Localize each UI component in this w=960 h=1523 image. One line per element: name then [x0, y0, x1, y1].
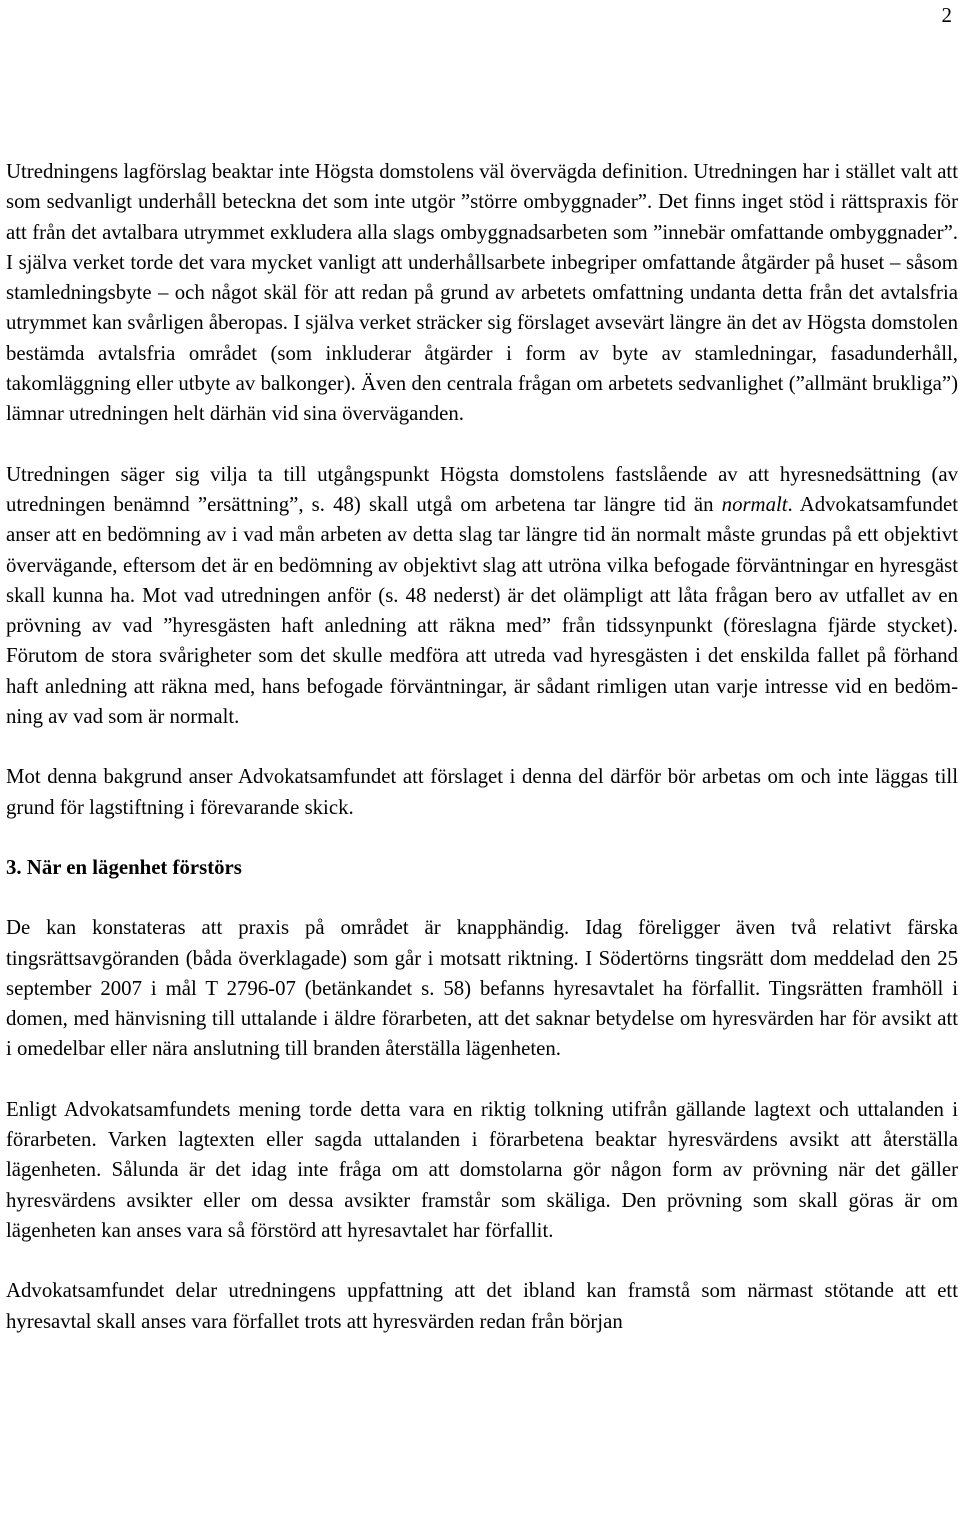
section-paragraph-1: De kan konstateras att praxis på området är knapphändig. Idag föreligger även två relativt färska tingsrättsavgöranden (båda överklagade) som går i motsatt riktning. I Södertörns tingsrätt dom meddelad den 25 september 2007 i mål T 2796-07 (betänkandet s. 58) befanns hyresavtalet ha förfallit. Tingsrätten framhöll i domen, med hänvisning till uttalande i äldre förarbeten, att det saknar betydelse om hyresvärden har för avsikt att i omedelbar eller nära anslutning till branden återställa lägenheten. [6, 916, 958, 1061]
document-body [6, 157, 958, 1337]
paragraph-2-emphasis: normalt [721, 492, 788, 516]
paragraph-1: Utredningens lagförslag beaktar inte Högsta domstolens väl övervägda definition. Utredningen har i stället valt att som sedvanligt underhåll beteckna det som inte utgör ”större ombyggnader”. Det finns inget stöd i rättspraxis för att från det avtalbara utrymmet exkludera alla slags ombyggnadsarbeten som ”innebär omfattande ombyggnader”. I själva verket torde det vara mycket vanligt att underhållsarbete inbegriper omfattande åtgärder på huset – såsom stamledningsbyte – och något skäl för att redan på grund av arbetets omfattning undanta detta från det avtalsfria utrymmet kan svårligen åberopas. I själva verket sträcker sig förslaget avsevärt längre än det av Högsta domstolen bestämda avtalsfria området (som inkluderar åtgärder i form av byte av stamledningar, fasadunderhåll, takomläggning eller utbyte av balkonger). Även den centrala frågan om arbetets sedvanlighet (”allmänt brukliga”) lämnar utredningen helt därhän vid sina överväganden. [6, 160, 958, 426]
paragraph-3: Mot denna bakgrund anser Advokatsamfundet att förslaget i denna del därför bör arbetas om och inte läggas till grund för lagstiftning i förevarande skick. [6, 765, 958, 819]
paragraph-2-text-after: . Advokatsamfundet anser att en bedömning av i vad mån arbeten av detta slag tar längre tid än normalt måste grundas på ett objektivt övervägande, eftersom det är en bedömning av objektivt slag att utröna vilka befogade förväntningar en hyresgäst skall kunna ha. Mot vad utredningen anför (s. 48 nederst) är det olämpligt att låta frågan bero av utfallet av en prövning av vad ”hyresgästen haft anledning att räkna med” från tidssynpunkt (föreslagna fjärde stycket). Förutom de stora svårigheter som det skulle medföra att utreda vad hyresgästen i det enskilda fallet på förhand haft anledning att räkna med, hans befogade förväntningar, är sådant rimligen utan varje intresse vid en bedömning av vad som är normalt. [6, 492, 958, 729]
paragraph-2-text-before: Utredningen säger sig vilja ta till utgångspunkt Högsta domstolens fastslående av att hyresnedsättning (av utredningen benämnd ”ersättning”, s. 48) skall utgå om arbetena tar längre tid än [6, 462, 958, 516]
page-number: 2 [941, 3, 952, 27]
paragraph-2 [6, 460, 958, 733]
section-paragraph-3: Advokatsamfundet delar utredningens uppfattning att det ibland kan framstå som närmast stötande att ett hyresavtal skall anses vara förfallet trots att hyresvärden redan från början [6, 1279, 958, 1333]
section-paragraph-2: Enligt Advokatsamfundets mening torde detta vara en riktig tolkning utifrån gällande lagtext och uttalanden i förarbeten. Varken lagtexten eller sagda uttalanden i förarbetena beaktar hyresvärdens avsikt att återställa lägenheten. Sålunda är det idag inte fråga om att domstolarna gör någon form av prövning när det gäller hyresvärdens avsikter eller om dessa avsikter framstår som skäliga. Den prövning som skall göras är om lägenheten kan anses vara så förstörd att hyresavtalet har förfallit. [6, 1097, 958, 1242]
section-heading: 3. När en lägenhet förstörs [6, 855, 242, 879]
